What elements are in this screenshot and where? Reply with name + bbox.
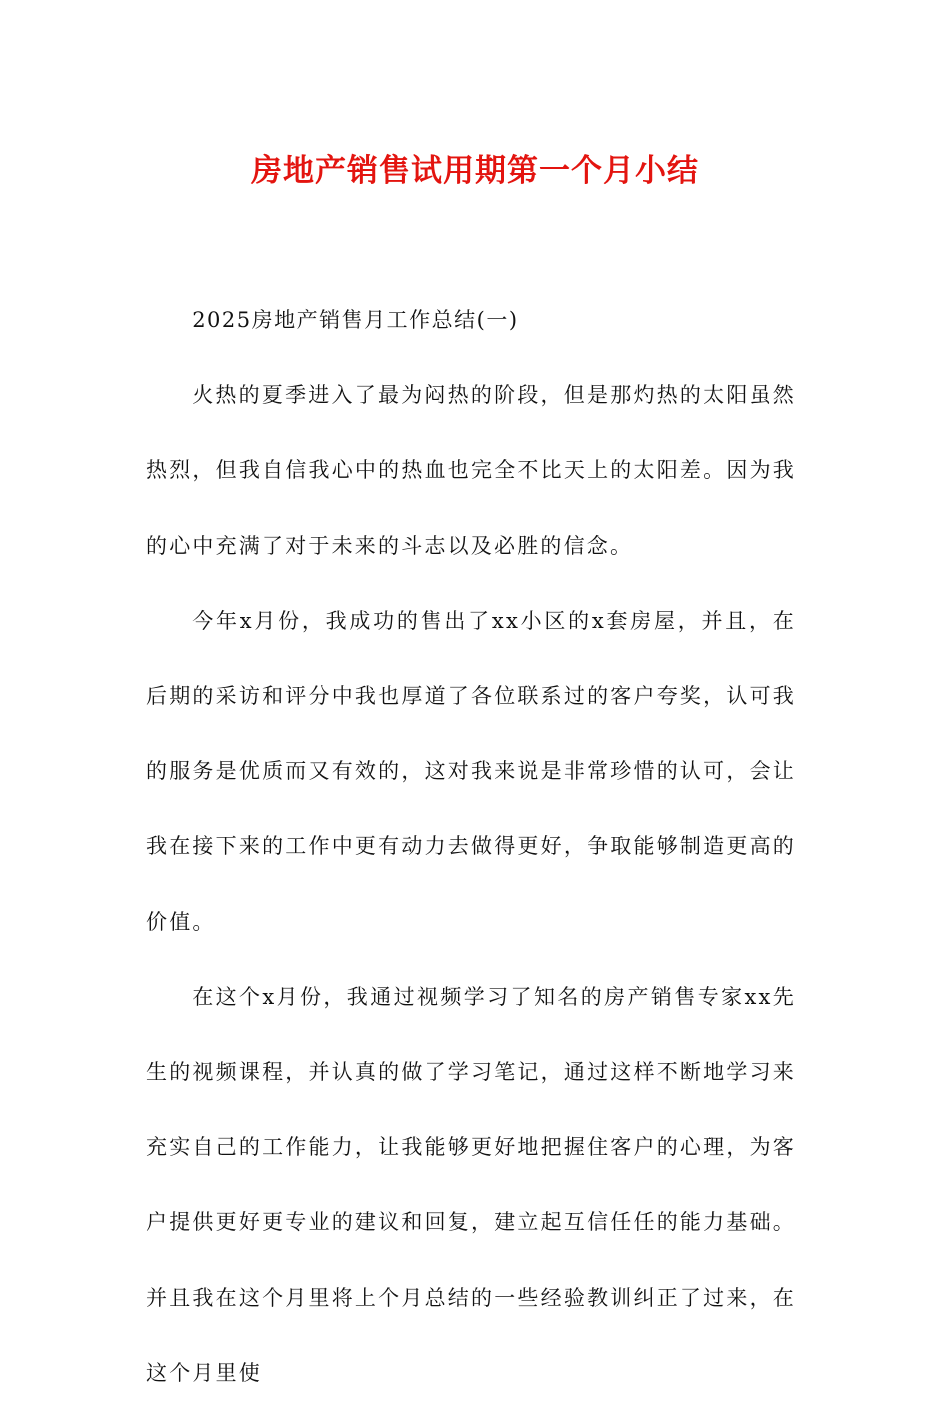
section-heading: 2025房地产销售月工作总结(一) xyxy=(192,308,519,332)
document-title: 房地产销售试用期第一个月小结 xyxy=(251,153,699,189)
paragraph-1: 火热的夏季进入了最为闷热的阶段，但是那灼热的太阳虽然热烈，但我自信我心中的热血也完全不比天上的太阳差。因为我的心中充满了对于未来的斗志以及必胜的信念。 xyxy=(146,383,796,558)
document-body xyxy=(146,283,796,1411)
paragraph-2: 今年x月份，我成功的售出了xx小区的x套房屋，并且，在后期的采访和评分中我也厚道了各位联系过的客户夸奖，认可我的服务是优质而又有效的，这对我来说是非常珍惜的认可，会让我在接下来的工作中更有动力去做得更好，争取能够制造更高的价值。 xyxy=(146,608,796,934)
paragraph-3: 在这个x月份，我通过视频学习了知名的房产销售专家xx先生的视频课程，并认真的做了学习笔记，通过这样不断地学习来充实自己的工作能力，让我能够更好地把握住客户的心理，为客户提供更好更专业的建议和回复，建立起互信任任的能力基础。并且我在这个月里将上个月总结的一些经验教训纠正了过来，在这个月里使 xyxy=(146,984,796,1385)
